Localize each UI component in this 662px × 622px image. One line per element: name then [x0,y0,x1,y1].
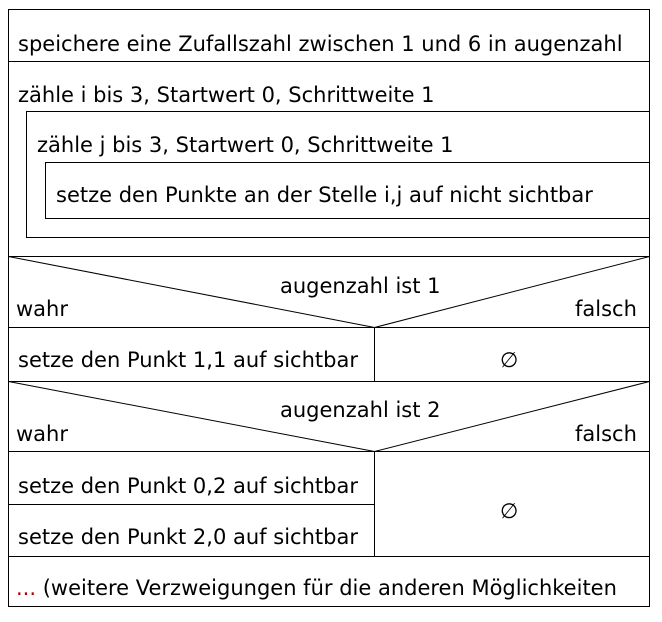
branch2-true-statement-1: setze den Punkt 0,2 auf sichtbar [18,474,358,498]
loop-j-header: zähle j bis 3, Startwert 0, Schrittweite 1 [37,133,454,157]
branch1-true-statement: setze den Punkt 1,1 auf sichtbar [18,348,358,372]
branch1-true-label: wahr [16,297,68,321]
branch1-condition: augenzahl ist 1 [280,274,441,298]
branch2-false-label: falsch [575,422,637,446]
branch2-condition: augenzahl ist 2 [280,398,441,422]
loop-body-statement: setze den Punkte an der Stelle i,j auf nicht sichtbar [56,183,593,207]
branch2-true-statement-2: setze den Punkt 2,0 auf sichtbar [18,525,358,549]
branch2-empty-symbol: ∅ [500,499,519,523]
branch1-false-label: falsch [575,297,637,321]
footer-note [16,578,617,599]
branch2-true-label: wahr [16,422,68,446]
statement-random: speichere eine Zufallszahl zwischen 1 und 6 in augenzahl [18,32,623,56]
footer-text: (weitere Verzweigungen für die anderen Möglichkeiten [36,576,617,600]
branch1-empty-symbol: ∅ [500,348,519,372]
loop-i-header: zähle i bis 3, Startwert 0, Schrittweite 1 [18,83,435,107]
footer-ellipsis: ... [16,576,37,600]
